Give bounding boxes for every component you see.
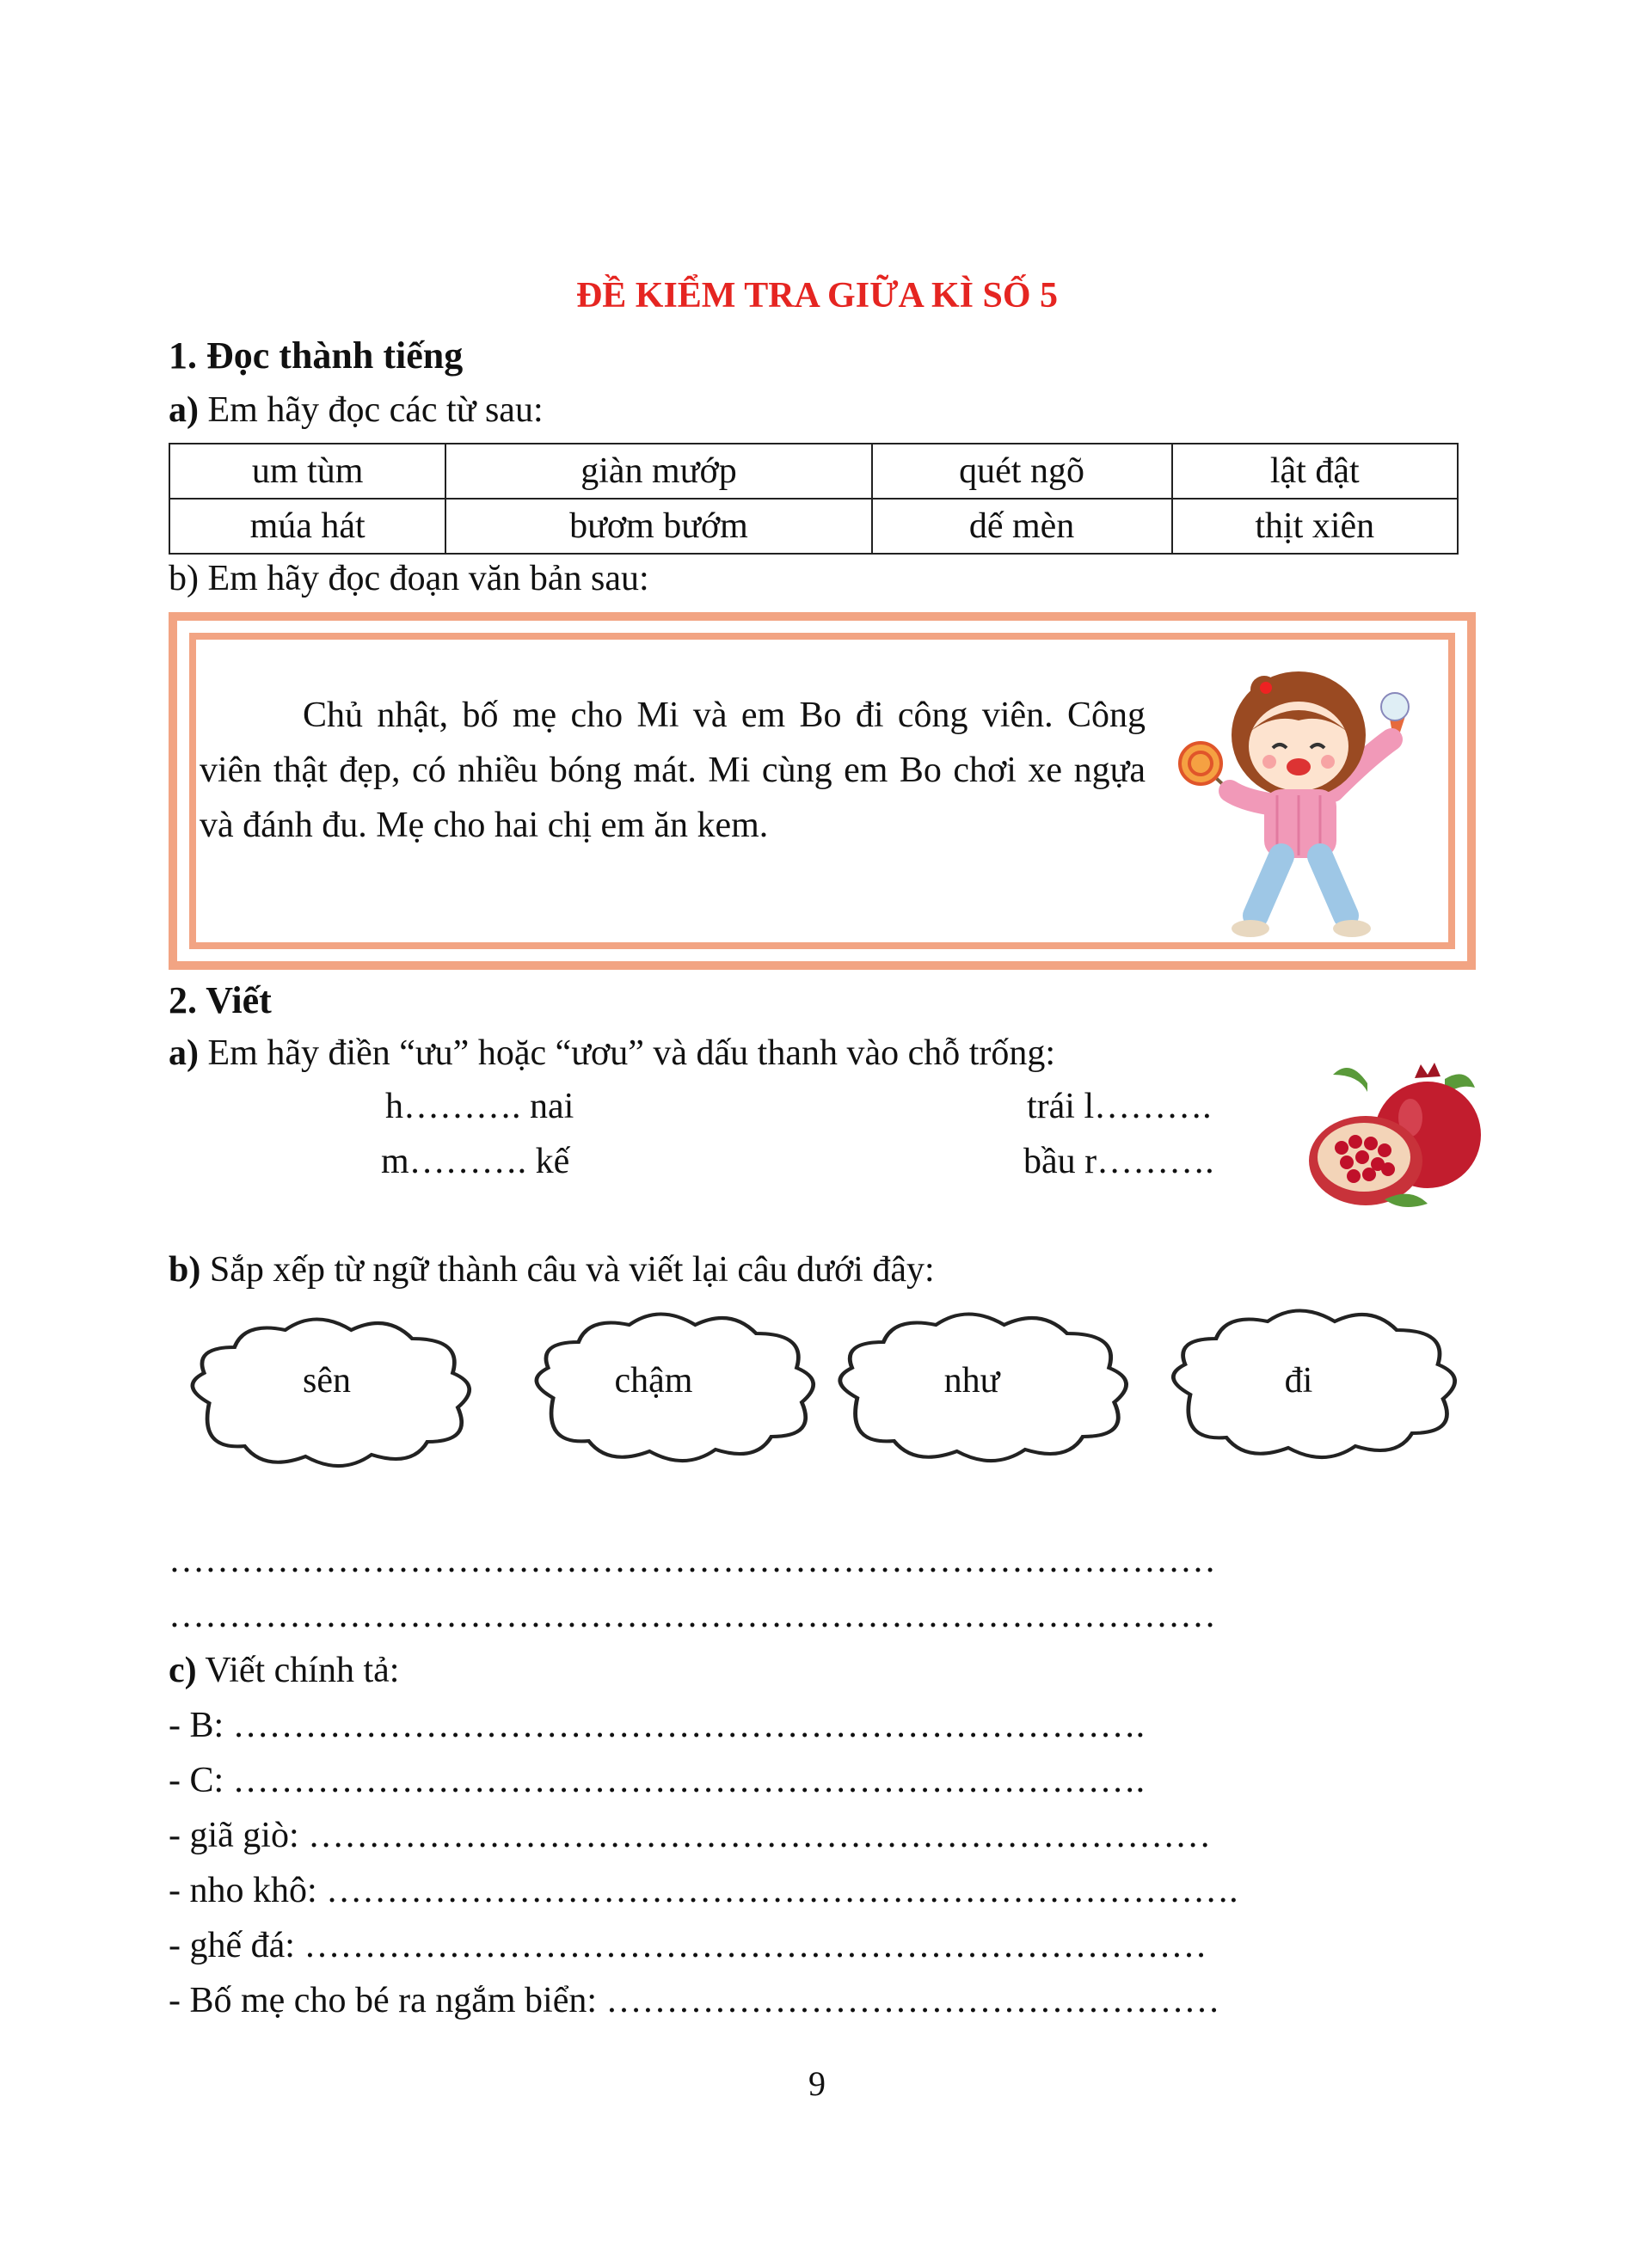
page-number: 9: [808, 2064, 826, 2103]
section-2-heading: 2. Viết: [169, 979, 272, 1021]
fill-blank-item: bầu r……….: [1023, 1142, 1214, 1181]
table-cell: thịt xiên: [1172, 499, 1458, 554]
table-cell: múa hát: [169, 499, 445, 554]
table-cell: giàn mướp: [445, 444, 871, 499]
word-table: [169, 443, 1459, 555]
fill-blank-item: m………. kế: [381, 1142, 570, 1181]
cloud-word: như: [943, 1361, 1000, 1401]
section-2a-text: Em hãy điền “ưu” hoặc “ươu” và dấu thanh vào chỗ trống:: [199, 1033, 1056, 1073]
dictation-line: - giã giò: …………………………………………………………………: [169, 1816, 1212, 1855]
table-cell: um tùm: [169, 444, 445, 499]
section-2c-text: Viết chính tả:: [196, 1651, 400, 1690]
word-clouds: [0, 1290, 1634, 1487]
table-cell: lật đật: [1172, 444, 1458, 499]
dictation-line: - B: ………………………………………………………………….: [169, 1706, 1146, 1745]
table-cell: bươm bướm: [445, 499, 871, 554]
reading-passage-text: Chủ nhật, bố mẹ cho Mi và em Bo đi công viên. Công viên thật đẹp, có nhiều bóng mát. Mi cùng em Bo chơi xe ngựa và đánh đu. Mẹ cho hai chị em ăn kem.: [200, 696, 1146, 845]
section-2c-marker: c): [169, 1651, 197, 1690]
cloud-word: sên: [303, 1361, 351, 1401]
section-1a-instruction: [169, 389, 544, 432]
section-1a-marker: a): [169, 390, 199, 430]
section-2a-instruction: [169, 1032, 1055, 1075]
answer-line: ……………………………………………………………………………: [169, 1596, 1216, 1635]
section-2b-text: Sắp xếp từ ngữ thành câu và viết lại câu dưới đây:: [200, 1250, 935, 1290]
section-2b-marker: b): [169, 1250, 201, 1290]
fill-blank-item: trái l……….: [1027, 1087, 1212, 1126]
dictation-line: - C: ………………………………………………………………….: [169, 1761, 1146, 1800]
section-1a-text: Em hãy đọc các từ sau:: [199, 390, 544, 430]
pomegranate-illustration: [1299, 1049, 1488, 1221]
section-2b-instruction: [169, 1248, 935, 1291]
cloud-word: chậm: [614, 1361, 693, 1401]
table-row: [169, 499, 1458, 554]
table-cell: dế mèn: [872, 499, 1172, 554]
girl-with-icecream-illustration: [1170, 653, 1445, 946]
section-2c-instruction: [169, 1649, 399, 1692]
table-row: [169, 444, 1458, 499]
section-1-heading: 1. Đọc thành tiếng: [169, 334, 464, 377]
cloud-word: đi: [1284, 1361, 1313, 1401]
dictation-line: - nho khô: ………………………………………………………………….: [169, 1871, 1238, 1910]
page-title: ĐỀ KIỂM TRA GIỮA KÌ SỐ 5: [575, 276, 1059, 316]
section-2a-marker: a): [169, 1033, 199, 1073]
dictation-line: - Bố mẹ cho bé ra ngắm biển: ……………………………………………: [169, 1981, 1220, 2020]
table-cell: quét ngõ: [872, 444, 1172, 499]
fill-blank-item: h………. nai: [385, 1087, 574, 1126]
answer-line: ……………………………………………………………………………: [169, 1541, 1216, 1580]
reading-passage: [200, 688, 1146, 853]
dictation-line: - ghế đá: …………………………………………………………………: [169, 1926, 1207, 1965]
section-1b-instruction: b) Em hãy đọc đoạn văn bản sau:: [169, 559, 649, 598]
